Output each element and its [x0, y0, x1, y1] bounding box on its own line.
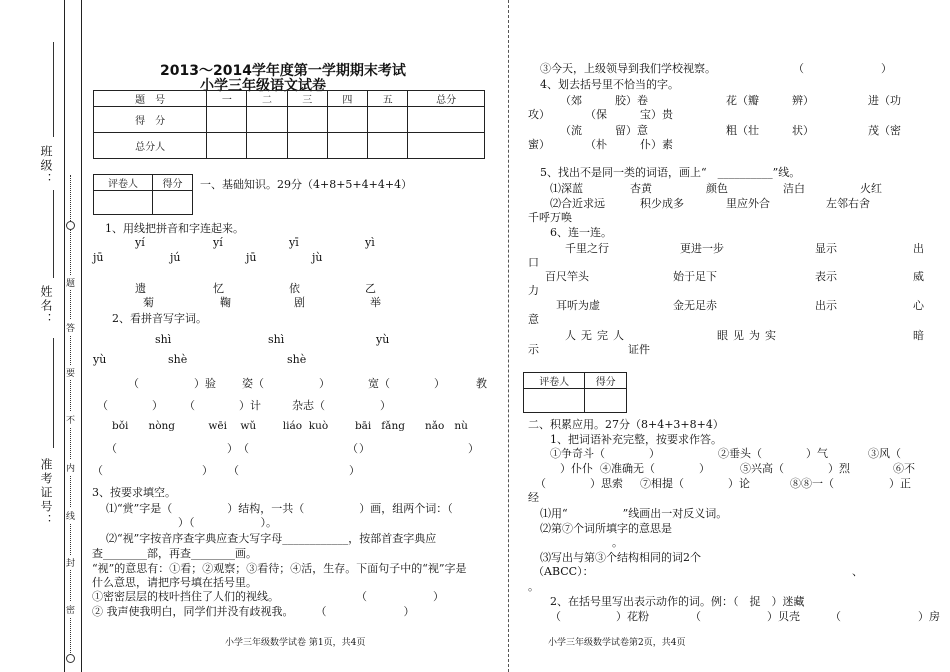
word-option: ⑴深蓝: [550, 182, 583, 195]
question-text: 查________部，再查________画。: [92, 547, 257, 560]
page-subtitle: 小学三年级语文试卷: [200, 78, 326, 94]
grader-score-label: 得分: [153, 175, 193, 191]
word-option: 火红: [860, 182, 882, 195]
word-option: ⑵合近求远: [550, 197, 605, 210]
grader-cell[interactable]: [585, 389, 627, 413]
pinyin: jū: [93, 251, 104, 264]
answer-blank[interactable]: （ ）: [238, 442, 370, 455]
pinyin: shì: [268, 333, 285, 346]
match-item: 心: [913, 299, 924, 312]
word-option: 洁白: [783, 182, 805, 195]
pinyin-row: [112, 420, 468, 432]
question-text: （郊 胶）卷: [560, 94, 648, 107]
answer-blank[interactable]: （ ）房: [830, 610, 940, 623]
score-table-header: 三: [287, 91, 327, 107]
score-cell[interactable]: [408, 107, 485, 133]
score-row-label: 得 分: [94, 107, 207, 133]
question-text: ①密密层层的枝叶挡住了人们的视线。 （ ）: [92, 590, 444, 603]
match-item: 力: [528, 284, 539, 297]
binding-border-left: [64, 0, 65, 672]
question-text: （朴 仆）素: [585, 138, 673, 151]
seal-char: 线: [66, 508, 75, 523]
match-item: 耳听为虚: [556, 299, 600, 312]
pinyin: yù: [376, 333, 390, 346]
question-text: 。: [528, 580, 539, 593]
question-text: ② 我声使我明白，同学们并没有歧视我。 （ ）: [92, 605, 415, 618]
question-text: ⑴“赏”字是（ ）结构，一共（ ）画，组两个词：（: [106, 502, 453, 515]
pinyin: jú: [170, 251, 181, 264]
grader-score-label: 得分: [585, 373, 627, 389]
answer-blank[interactable]: （ ）验: [128, 377, 216, 390]
match-item: 千里之行: [565, 242, 609, 255]
class-blank[interactable]: [53, 42, 54, 137]
pinyin: wǔ: [240, 420, 257, 432]
exam-number-label: 准考证号：: [39, 458, 53, 528]
answer-blank[interactable]: ⑧⑧一（ ）正: [790, 477, 911, 490]
section-2-title: 二、积累应用。27分（8+4+3+8+4）: [528, 418, 724, 431]
match-item: 金无足赤: [673, 299, 717, 312]
question-text: 花（瓣 辨）: [726, 94, 814, 107]
character: 依: [289, 282, 300, 295]
pinyin: shè: [168, 353, 188, 366]
pinyin: jū: [246, 251, 257, 264]
answer-blank[interactable]: （ ）: [92, 464, 213, 477]
question-text: ⑵第⑦个词所填字的意思是: [540, 522, 672, 535]
question-text: （保 宝）贵: [585, 108, 673, 121]
match-item: 眼见为实: [717, 329, 781, 342]
question-text: ⑶写出与第③个结构相同的词2个: [540, 551, 701, 564]
match-item: 出示: [815, 299, 837, 312]
question-text: 粗（壮 状）: [726, 124, 814, 137]
character: 鞠: [220, 296, 231, 309]
seal-char: 内: [66, 460, 75, 475]
word-option: 杏黄: [630, 182, 652, 195]
grader-reviewer-label: 评卷人: [94, 175, 153, 191]
name-blank[interactable]: [53, 190, 54, 278]
grader-cell[interactable]: [153, 191, 193, 215]
match-item: 始于足下: [673, 270, 717, 283]
answer-blank[interactable]: （ ）计: [184, 399, 261, 412]
word-option: 颜色: [706, 182, 728, 195]
pinyin: yù: [93, 353, 107, 366]
character: 剧: [294, 296, 305, 309]
pinyin: nòng: [148, 420, 176, 432]
grader-cell[interactable]: [524, 389, 585, 413]
pinyin: fǎng: [381, 420, 405, 432]
score-cell[interactable]: [207, 107, 247, 133]
character: 忆: [213, 282, 224, 295]
answer-blank[interactable]: ⑤兴高（ ）烈: [740, 462, 850, 475]
answer-blank[interactable]: （ ）: [97, 399, 163, 412]
pinyin: yí: [135, 236, 145, 249]
score-cell[interactable]: [287, 107, 327, 133]
answer-blank[interactable]: （ ）思索: [535, 477, 623, 490]
question-text: 。: [612, 536, 623, 549]
question-text: ）（ ）。: [178, 516, 277, 529]
question-6: 6、连一连。: [550, 226, 612, 239]
question-text: （流 留）意: [560, 124, 648, 137]
class-label: 班级：: [39, 145, 53, 187]
grader-box: [93, 174, 193, 215]
answer-blank[interactable]: （ ）: [106, 442, 238, 455]
pinyin: nǎo: [424, 420, 445, 432]
answer-blank[interactable]: ）仆仆: [560, 462, 593, 475]
seal-char: 封: [66, 555, 75, 570]
word-option: 左邻右舍: [826, 197, 870, 210]
answer-blank[interactable]: （ ）贝壳: [690, 610, 800, 623]
score-table-header: 二: [247, 91, 287, 107]
pinyin: jù: [312, 251, 323, 264]
question-1: 1、用线把拼音和字连起来。: [105, 222, 244, 235]
question-text: 攻）: [528, 108, 550, 121]
score-table-header: 四: [327, 91, 367, 107]
pinyin: nù: [454, 420, 468, 432]
word-option: 积少成多: [640, 197, 684, 210]
answer-blank[interactable]: 姿（ ）: [242, 377, 330, 390]
page-footer: 小学三年级数学试卷 第1页，共4页: [225, 638, 366, 648]
seal-char: 答: [66, 320, 75, 335]
exam-number-blank[interactable]: [53, 338, 54, 448]
answer-blank[interactable]: ④准确无（ ）: [600, 462, 710, 475]
word-option: 里应外合: [726, 197, 770, 210]
score-cell[interactable]: [327, 133, 367, 159]
question-text: 茂（密: [868, 124, 901, 137]
score-cell[interactable]: [368, 133, 408, 159]
match-item: 人无完人: [565, 329, 629, 342]
answer-blank[interactable]: ②垂头（ ）气: [718, 447, 828, 460]
pinyin: wēi: [208, 420, 227, 432]
question-5: 5、找出不是同一类的词语，画上“ __________”线。: [540, 166, 801, 179]
match-item: 意: [528, 313, 539, 326]
name-label: 姓名：: [39, 285, 53, 327]
match-item: 表示: [815, 270, 837, 283]
question-text: 经: [528, 491, 539, 504]
match-item: 证件: [628, 343, 650, 356]
question-text: 蜜）: [528, 138, 550, 151]
pinyin: yī: [289, 236, 299, 249]
character: 乙: [365, 282, 376, 295]
pinyin: shè: [287, 353, 307, 366]
question-text: 什么意思，请把序号填在括号里。: [92, 576, 257, 589]
match-item: 百尺竿头: [545, 270, 589, 283]
pinyin: shì: [155, 333, 172, 346]
question-text: ③今天，上级领导到我们学校视察。 （ ）: [540, 62, 892, 75]
score-cell[interactable]: [287, 133, 327, 159]
character: 菊: [143, 296, 154, 309]
match-item: 口: [528, 256, 539, 269]
seal-char: 题: [66, 275, 75, 290]
match-item: 更进一步: [680, 242, 724, 255]
column-divider: [508, 0, 509, 672]
score-cell[interactable]: [247, 133, 287, 159]
answer-blank[interactable]: （ ）: [347, 442, 479, 455]
match-item: 显示: [815, 242, 837, 255]
binding-border-right: [81, 0, 82, 672]
answer-blank[interactable]: ⑥不: [893, 462, 915, 475]
score-table-header: 五: [368, 91, 408, 107]
grader-cell[interactable]: [94, 191, 153, 215]
section-1-title: 一、基础知识。29分（4+8+5+4+4+4）: [200, 178, 413, 191]
page-title: 2013～2014学年度第一学期期末考试: [160, 63, 406, 79]
pinyin: kuò: [308, 420, 329, 432]
score-cell[interactable]: [207, 133, 247, 159]
answer-blank[interactable]: ①争奇斗（ ）: [550, 447, 660, 460]
scorer-row-label: 总分人: [94, 133, 207, 159]
page-footer-2: 小学三年级数学试卷第2页，共4页: [548, 638, 686, 648]
match-item: 出: [913, 242, 924, 255]
pinyin: liáo: [282, 420, 303, 432]
score-table-header: 题 号: [94, 91, 207, 107]
answer-blank[interactable]: 杂志（ ）: [292, 399, 391, 412]
pinyin: yì: [365, 236, 375, 249]
grader-reviewer-label: 评卷人: [524, 373, 585, 389]
question-text: “视”的意思有：①看；②观察；③看待；④活，生存。下面句子中的“视”字是: [92, 562, 467, 575]
seal-char: 密: [66, 602, 75, 617]
answer-blank[interactable]: 宽（ ）: [368, 377, 445, 390]
answer-blank[interactable]: ⑦相提（ ）论: [640, 477, 750, 490]
score-table-header: 一: [207, 91, 247, 107]
section-2-question-2: 2、在括号里写出表示动作的词。例：（ 捉 ）迷藏: [550, 595, 805, 608]
score-cell[interactable]: [247, 107, 287, 133]
answer-blank[interactable]: ③风（: [868, 447, 901, 460]
seal-circle: [66, 654, 75, 663]
word-option: 千呼万唤: [528, 211, 572, 224]
seal-circle: [66, 221, 75, 230]
pinyin: bāi: [354, 420, 372, 432]
seal-char: 要: [66, 365, 75, 380]
answer-blank[interactable]: （ ）花粉: [550, 610, 649, 623]
pinyin: bǒi: [112, 420, 129, 432]
score-cell[interactable]: [327, 107, 367, 133]
score-cell[interactable]: [368, 107, 408, 133]
score-table-header: 总分: [408, 91, 485, 107]
question-text: （ABCC）： 、: [533, 565, 864, 578]
grader-box-2: [523, 372, 627, 413]
score-table: [93, 90, 485, 159]
match-item: 示: [528, 343, 539, 356]
question-text: ⑵“视”字按音序查字典应查大写字母____________，按部首查字典应: [106, 532, 437, 545]
section-2-question-1: 1、把词语补充完整，按要求作答。: [550, 433, 722, 446]
character: 教: [476, 377, 487, 390]
character: 遗: [135, 282, 146, 295]
question-4: 4、划去括号里不恰当的字。: [540, 78, 679, 91]
match-item: 威: [913, 270, 924, 283]
answer-blank[interactable]: （ ）: [228, 464, 360, 477]
question-3: 3、按要求填空。: [92, 486, 176, 499]
question-text: ⑴用“ ”线画出一对反义词。: [540, 507, 728, 520]
score-cell[interactable]: [408, 133, 485, 159]
seal-char: 不: [66, 412, 75, 427]
question-2: 2、看拼音写字词。: [112, 312, 207, 325]
match-item: 暗: [913, 329, 924, 342]
pinyin: yí: [213, 236, 223, 249]
question-text: 进（功: [868, 94, 901, 107]
character: 举: [370, 296, 381, 309]
